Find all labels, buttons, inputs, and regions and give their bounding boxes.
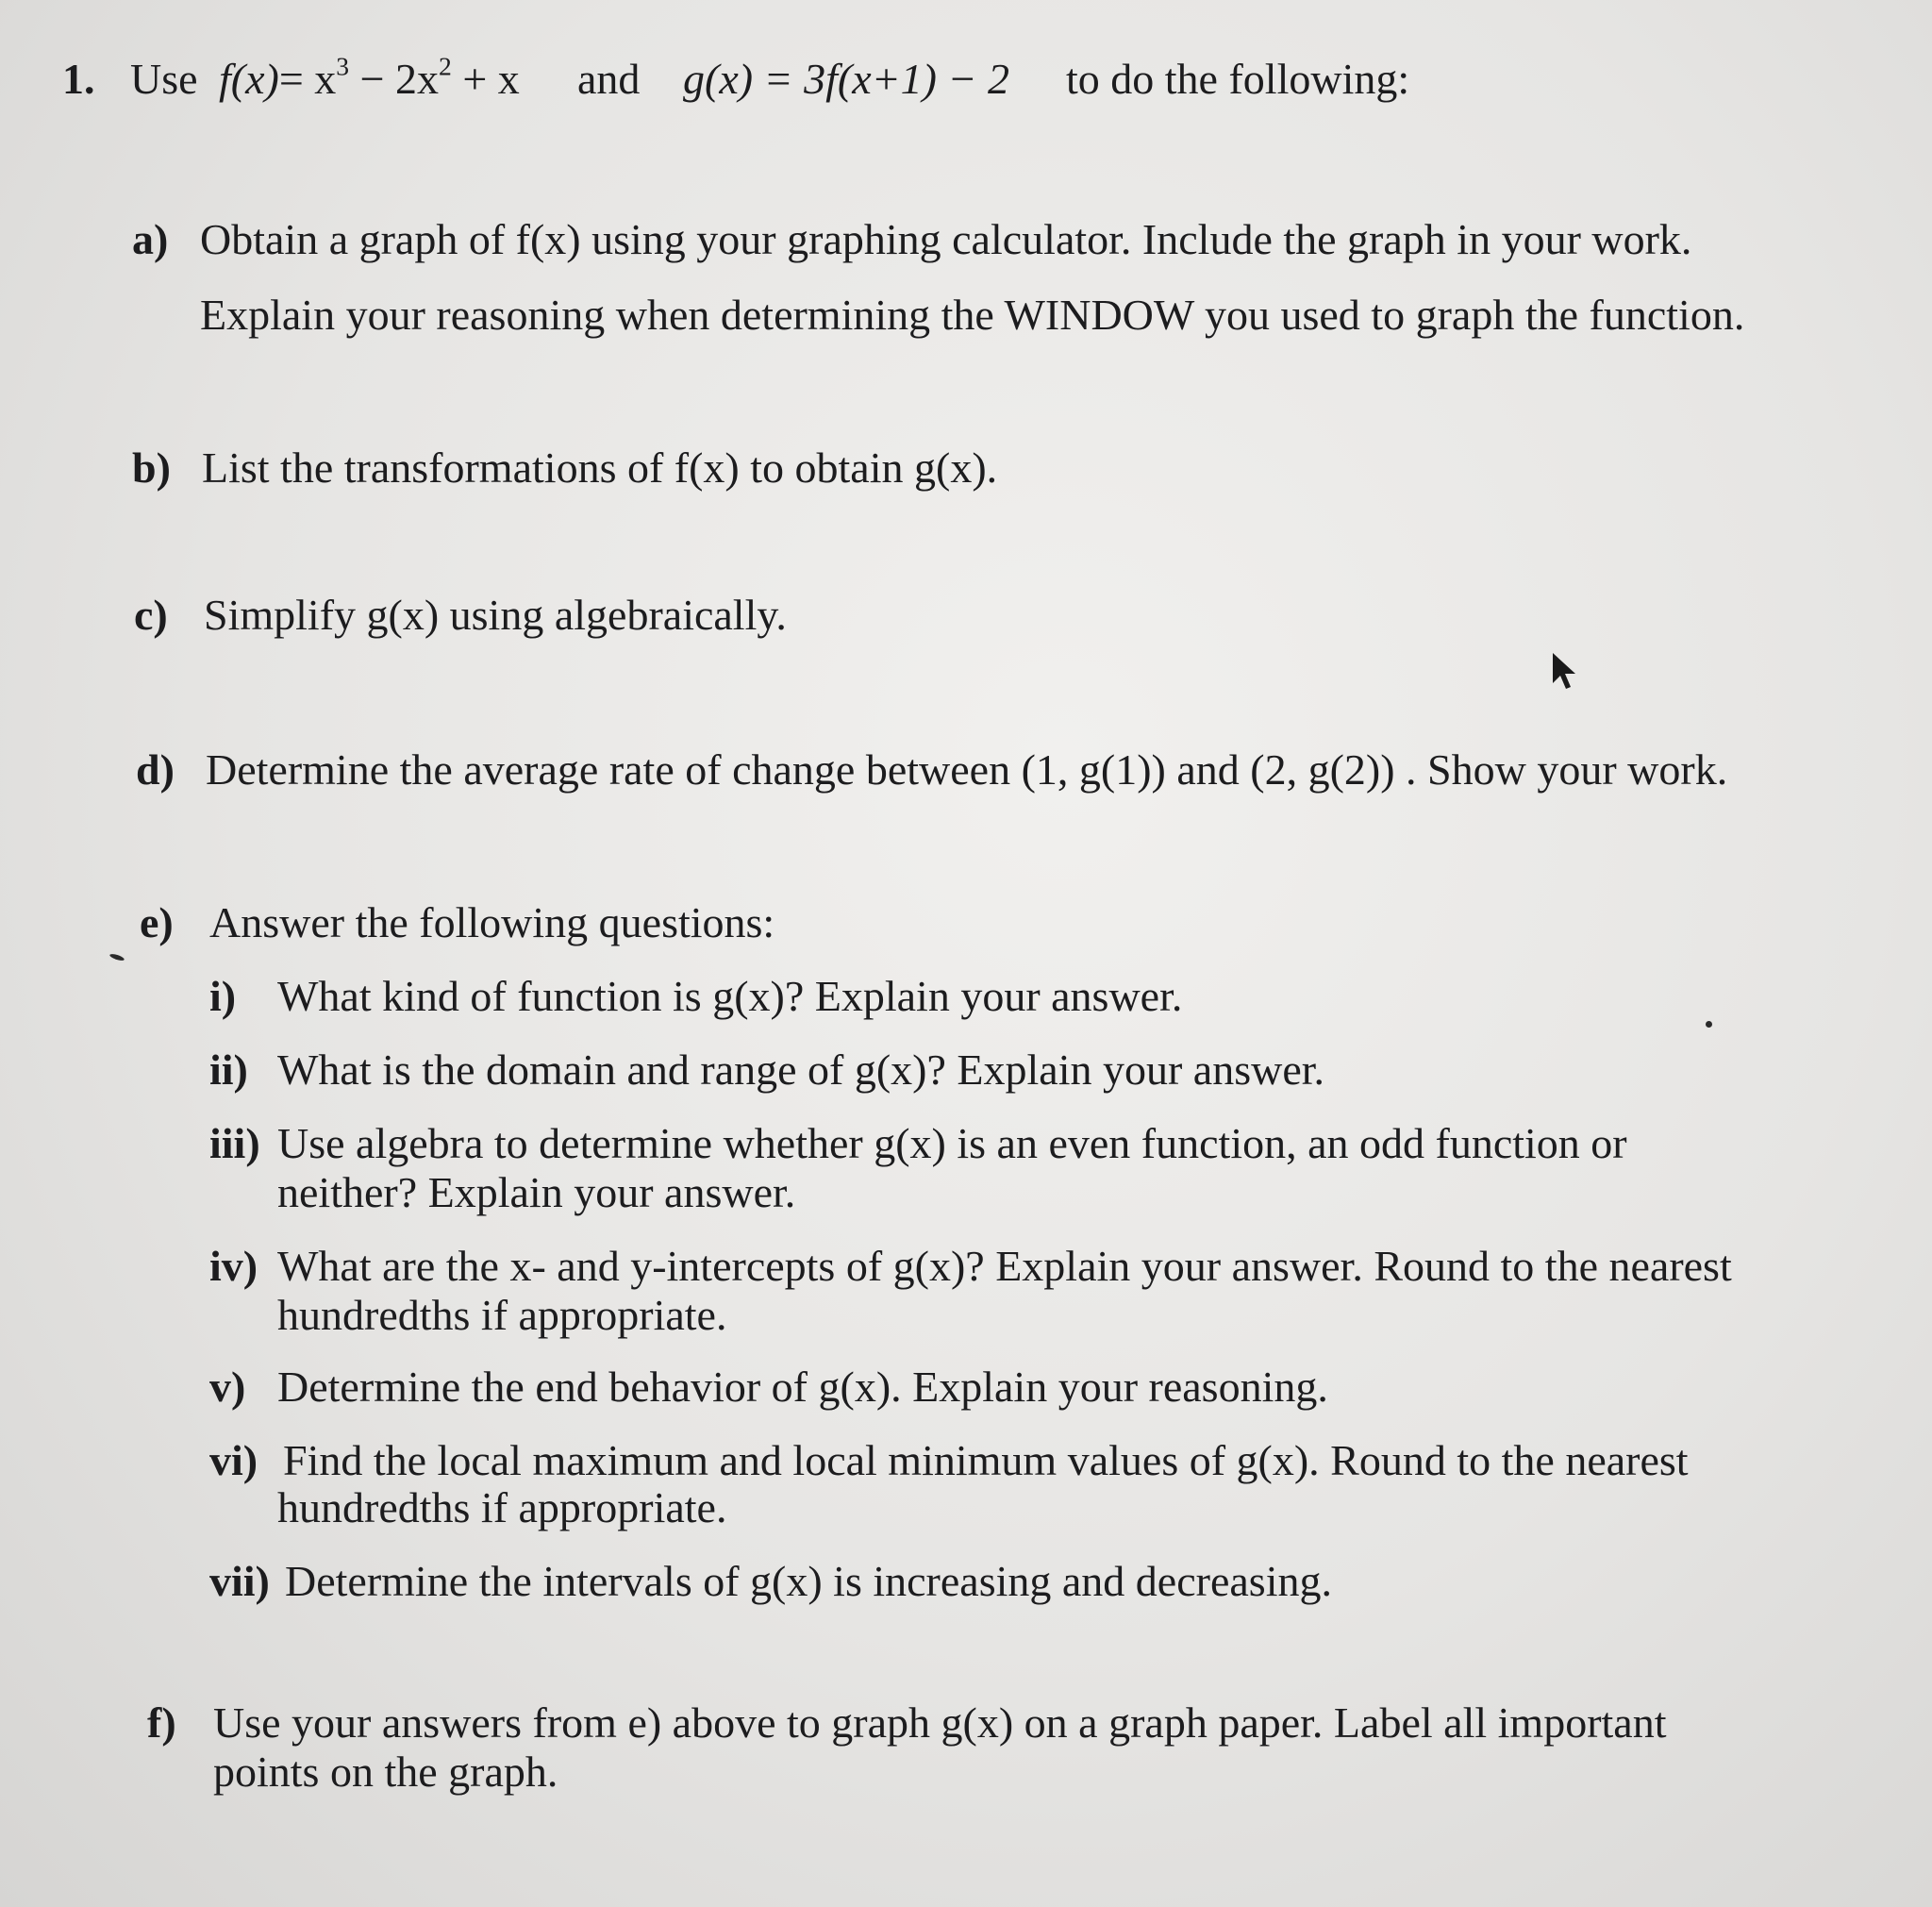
f-def-exp2: 2: [439, 51, 452, 81]
part-e-v-label: v): [209, 1363, 246, 1411]
part-e-vi-text-1: Find the local maximum and local minimum values of g(x). Round to the nearest: [283, 1436, 1689, 1484]
part-f-label: f): [147, 1698, 176, 1747]
stray-mark: [109, 953, 125, 962]
part-f-text-1: Use your answers from e) above to graph g(x) on a graph paper. Label all important: [213, 1698, 1667, 1747]
mouse-pointer-icon: [1549, 651, 1577, 691]
part-e-i-label: i): [209, 972, 237, 1020]
part-e-iii-text-1: Use algebra to determine whether g(x) is an even function, an odd function or: [277, 1119, 1627, 1167]
part-c-text-1: Simplify g(x) using algebraically.: [204, 591, 787, 639]
part-e-v-text: Determine the end behavior of g(x). Explain your reasoning.: [277, 1363, 1328, 1411]
f-def-tail: + x: [451, 55, 520, 103]
f-def-mid: − 2x: [349, 55, 440, 103]
part-a-text-2: Explain your reasoning when determining the WINDOW you used to graph the function.: [200, 291, 1745, 339]
part-e-vii-label: vii): [209, 1557, 270, 1605]
problem-number: 1.: [62, 55, 95, 103]
g-definition: g(x) = 3f(x+1) − 2: [683, 55, 1010, 103]
part-e-vi-label: vi): [209, 1436, 258, 1484]
f-def-exp1: 3: [336, 51, 350, 81]
and-word: and: [577, 55, 641, 103]
part-e-vii-text: Determine the intervals of g(x) is increasing and decreasing.: [285, 1557, 1332, 1605]
part-e-iv-label: iv): [209, 1242, 258, 1290]
part-e-iii-text-2: neither? Explain your answer.: [277, 1168, 796, 1216]
part-a-label: a): [132, 215, 169, 263]
f-def-rhs-prefix: = x: [278, 55, 337, 103]
part-e-vi-text-2: hundredths if appropriate.: [277, 1483, 727, 1531]
part-e-iii-label: iii): [209, 1119, 260, 1167]
part-e-i-text: What kind of function is g(x)? Explain your answer.: [277, 972, 1183, 1020]
stray-dot: [1706, 1021, 1712, 1028]
part-e-label: e): [140, 898, 174, 946]
part-d-text-1: Determine the average rate of change between (1, g(1)) and (2, g(2)) . Show your work.: [206, 745, 1728, 794]
f-definition: [219, 51, 520, 104]
part-e-ii-text: What is the domain and range of g(x)? Explain your answer.: [277, 1046, 1325, 1094]
part-f-text-2: points on the graph.: [213, 1748, 558, 1796]
part-c-label: c): [134, 591, 168, 639]
part-e-text-1: Answer the following questions:: [209, 898, 775, 946]
problem-intro-tail: to do the following:: [1066, 55, 1410, 103]
part-b-label: b): [132, 443, 171, 492]
problem-intro: Use: [130, 55, 198, 103]
part-d-label: d): [136, 745, 175, 794]
f-def-lhs: f(x): [219, 55, 279, 103]
part-b-text-1: List the transformations of f(x) to obtain g(x).: [202, 443, 998, 492]
part-e-iv-text-1: What are the x- and y-intercepts of g(x)? Explain your answer. Round to the nearest: [277, 1242, 1732, 1290]
part-e-ii-label: ii): [209, 1046, 248, 1094]
part-a-text-1: Obtain a graph of f(x) using your graphing calculator. Include the graph in your work.: [200, 215, 1692, 263]
part-e-iv-text-2: hundredths if appropriate.: [277, 1291, 727, 1339]
